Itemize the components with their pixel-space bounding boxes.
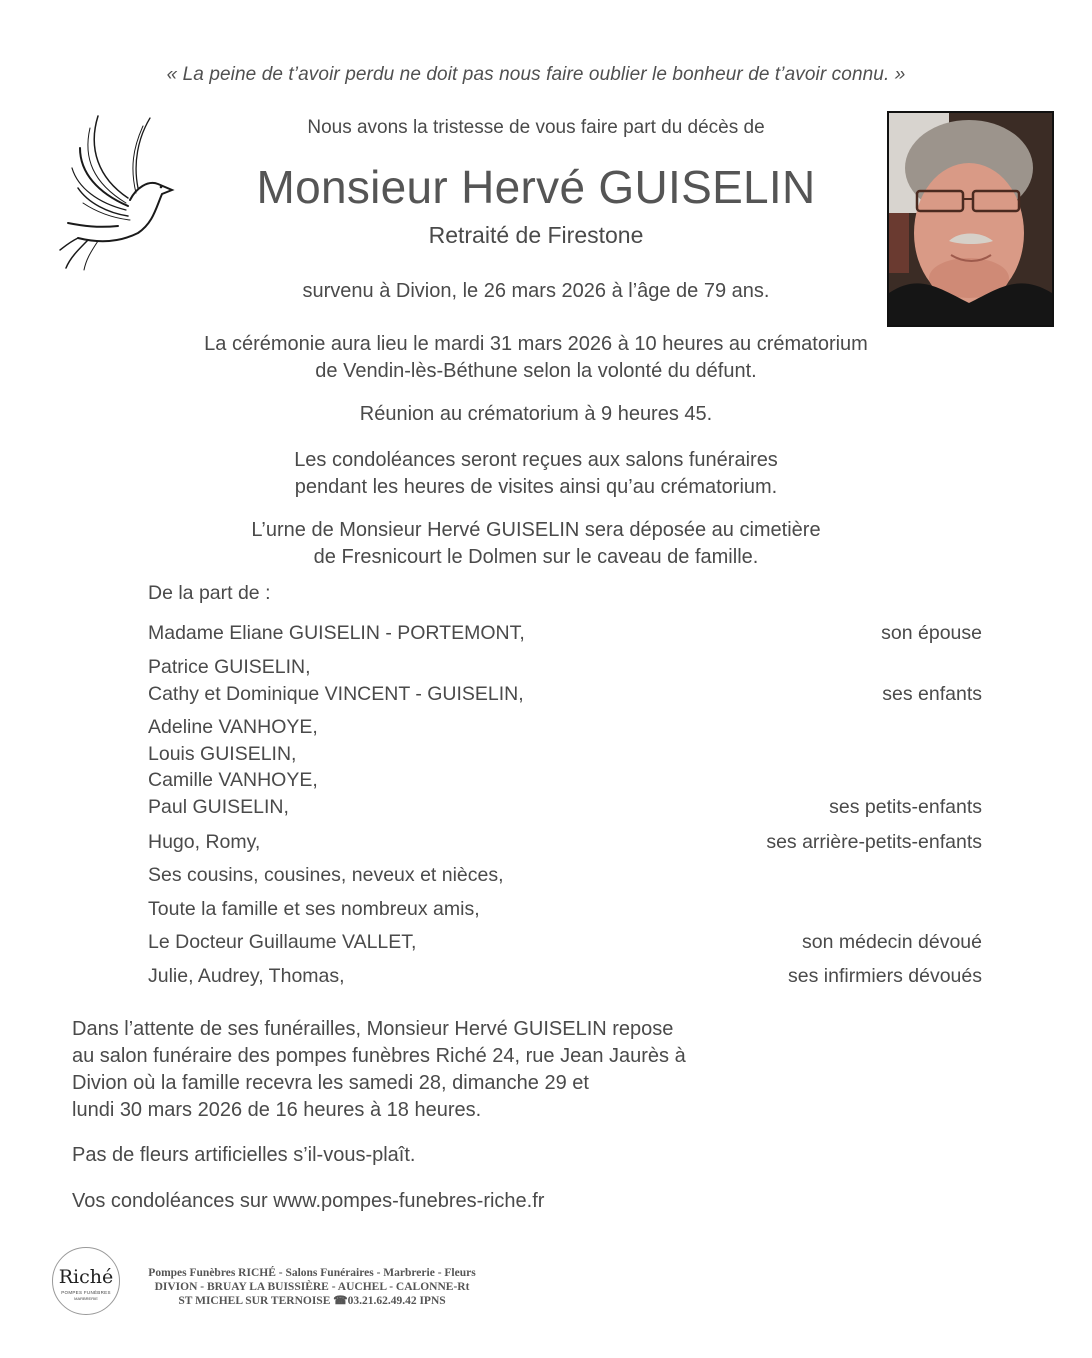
- condolences-info: [150, 447, 922, 501]
- family-group: [148, 714, 982, 820]
- family-name: Le Docteur Guillaume VALLET,: [148, 931, 417, 953]
- family-relation: son épouse: [881, 622, 982, 644]
- urn-line: de Fresnicourt le Dolmen sur le caveau de famille.: [313, 546, 759, 568]
- family-group: [148, 896, 982, 923]
- epigraph-quote: « La peine de t’avoir perdu ne doit pas nous faire oublier le bonheur de t’avoir connu. »: [166, 64, 906, 85]
- family-name: Paul GUISELIN,: [148, 795, 289, 818]
- family-name: Madame Eliane GUISELIN - PORTEMONT,: [148, 622, 525, 644]
- ceremony-line: de Vendin-lès-Béthune selon la volonté du défunt.: [315, 360, 757, 382]
- family-name: Patrice GUISELIN,: [148, 656, 311, 678]
- family-name: Cathy et Dominique VINCENT - GUISELIN,: [148, 682, 524, 705]
- family-relation: ses enfants: [882, 682, 982, 705]
- family-name: Toute la famille et ses nombreux amis,: [148, 898, 480, 920]
- family-group: [148, 654, 982, 707]
- footer-company-info: [128, 1266, 496, 1308]
- family-group: [148, 929, 982, 956]
- footer-line: ST MICHEL SUR TERNOISE ☎03.21.62.49.42 IPNS: [178, 1295, 446, 1307]
- family-name: Adeline VANHOYE,: [148, 716, 318, 738]
- visitation-line: lundi 30 mars 2026 de 16 heures à 18 heures.: [72, 1099, 482, 1121]
- family-name: Hugo, Romy,: [148, 831, 261, 853]
- footer-line: DIVION - BRUAY LA BUISSIÈRE - AUCHEL - CALONNE-Rt: [154, 1281, 470, 1293]
- family-relation: ses arrière-petits-enfants: [766, 831, 982, 853]
- urn-info: [150, 517, 922, 571]
- family-group: [148, 620, 982, 647]
- urn-line: L’urne de Monsieur Hervé GUISELIN sera déposée au cimetière: [251, 519, 821, 541]
- logo-subtitle-2: MARBRERIE: [74, 1296, 98, 1301]
- visitation-line: au salon funéraire des pompes funèbres Riché 24, rue Jean Jaurès à: [72, 1045, 686, 1067]
- website-line: Vos condoléances sur www.pompes-funebres-riche.fr: [72, 1190, 545, 1212]
- family-relation: son médecin dévoué: [802, 931, 982, 953]
- intro-text: Nous avons la tristesse de vous faire part du décès de: [307, 117, 765, 138]
- occupation: Retraité de Firestone: [428, 222, 644, 248]
- riche-logo: [52, 1247, 120, 1315]
- family-group: [148, 829, 982, 856]
- logo-wordmark: Riché: [58, 1266, 114, 1288]
- condolences-line: Les condoléances seront reçues aux salons funéraires: [294, 449, 778, 471]
- family-relation: ses petits-enfants: [829, 795, 982, 818]
- family-relation: ses infirmiers dévoués: [788, 965, 982, 987]
- logo-subtitle: POMPES FUNÈBRES: [61, 1290, 111, 1295]
- deceased-name: Monsieur Hervé GUISELIN: [256, 161, 816, 213]
- ceremony-line: La cérémonie aura lieu le mardi 31 mars 2026 à 10 heures au crématorium: [204, 333, 868, 355]
- family-name: Louis GUISELIN,: [148, 742, 297, 765]
- family-name: Ses cousins, cousines, neveux et nièces,: [148, 864, 504, 886]
- family-heading: De la part de :: [148, 582, 271, 604]
- family-name: Julie, Audrey, Thomas,: [148, 965, 345, 987]
- no-flowers-note: Pas de fleurs artificielles s’il-vous-plaît.: [72, 1144, 416, 1166]
- family-group: [148, 862, 982, 889]
- death-line: survenu à Divion, le 26 mars 2026 à l’âge de 79 ans.: [302, 280, 770, 302]
- visitation-info: [72, 1016, 712, 1124]
- family-name: Camille VANHOYE,: [148, 769, 318, 791]
- ceremony-info: [150, 331, 922, 385]
- meeting-info: Réunion au crématorium à 9 heures 45.: [359, 403, 713, 425]
- condolences-line: pendant les heures de visites ainsi qu’au crématorium.: [294, 476, 778, 498]
- visitation-line: Dans l’attente de ses funérailles, Monsieur Hervé GUISELIN repose: [72, 1018, 674, 1040]
- footer-line: Pompes Funèbres RICHÉ - Salons Funéraires - Marbrerie - Fleurs: [148, 1267, 476, 1279]
- visitation-line: Divion où la famille recevra les samedi 28, dimanche 29 et: [72, 1072, 589, 1094]
- family-group: [148, 963, 982, 990]
